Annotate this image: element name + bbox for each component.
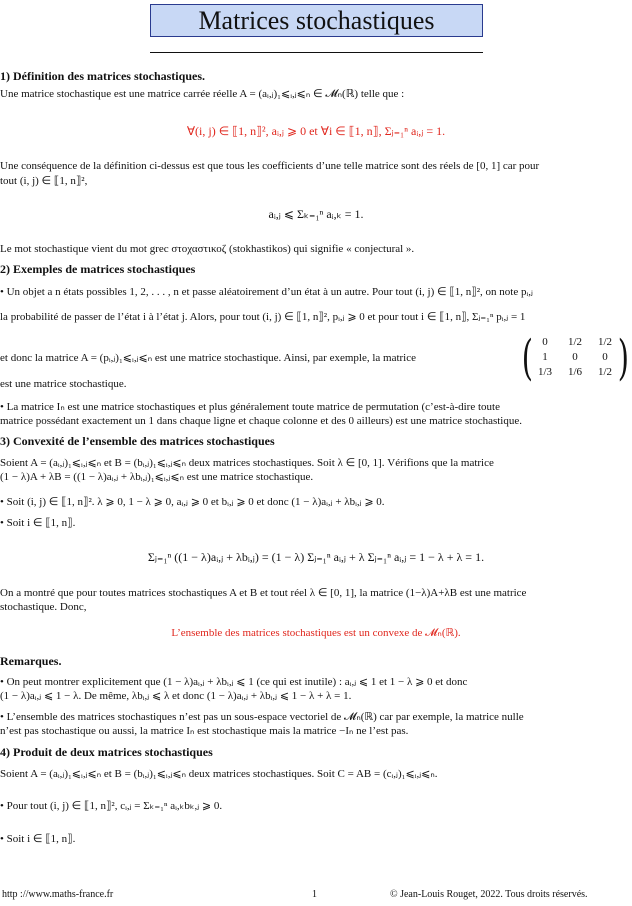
s1-definition: ∀(i, j) ∈ ⟦1, n⟧², aᵢ,ⱼ ⩾ 0 et ∀i ∈ ⟦1, n⟧, Σⱼ₌₁ⁿ aᵢ,ⱼ = 1. [186, 124, 446, 138]
matrix-cell: 1/3 [537, 366, 553, 378]
s3-bullet2: • Soit i ∈ ⟦1, n⟧. [0, 517, 76, 529]
matrix-left-paren: ( [521, 330, 533, 386]
s2-bullet2-line2: matrice possédant exactement un 1 dans chaque ligne et chaque colonne et des 0 ailleurs) est une matrice stochastique. [0, 415, 523, 427]
s1-consequence-line1: Une conséquence de la définition ci-dessus est que tous les coefficients d’une telle matrice sont des réels de [0, 1] car pour [0, 160, 540, 172]
remark1-line2: (1 − λ)aᵢ,ⱼ ⩽ 1 − λ. De même, λbᵢ,ⱼ ⩽ λ et donc (1 − λ)aᵢ,ⱼ + λbᵢ,ⱼ ⩽ 1 − λ + λ = 1. [0, 690, 352, 702]
s4-bullet2: • Soit i ∈ ⟦1, n⟧. [0, 833, 76, 845]
s3-bullet1: • Soit (i, j) ∈ ⟦1, n⟧². λ ⩾ 0, 1 − λ ⩾ 0, aᵢ,ⱼ ⩾ 0 et bᵢ,ⱼ ⩾ 0 et donc (1 − λ)aᵢ,ⱼ + λbᵢ,ⱼ ⩾ 0. [0, 496, 385, 508]
s2-bullet2-line1: • La matrice Iₙ est une matrice stochastiques et plus généralement toute matrice de permutation (c’est-à-dire toute [0, 401, 500, 413]
s3-equation: Σⱼ₌₁ⁿ ((1 − λ)aᵢ,ⱼ + λbᵢ,ⱼ) = (1 − λ) Σⱼ₌₁ⁿ aᵢ,ⱼ + λ Σⱼ₌₁ⁿ aᵢ,ⱼ = 1 − λ + λ = 1. [147, 550, 485, 564]
s3-line2: (1 − λ)A + λB = ((1 − λ)aᵢ,ⱼ + λbᵢ,ⱼ)₁⩽ᵢ,ⱼ⩽ₙ est une matrice stochastique. [0, 471, 314, 483]
s3-convex-statement: L’ensemble des matrices stochastiques est un convexe de 𝓜ₙ(ℝ). [171, 627, 461, 639]
matrix-cell: 0 [542, 336, 548, 348]
title-rule [150, 52, 483, 53]
s4-bullet1: • Pour tout (i, j) ∈ ⟦1, n⟧², cᵢ,ⱼ = Σₖ₌₁ⁿ aᵢ,ₖbₖ,ⱼ ⩾ 0. [0, 800, 223, 812]
s4-line1: Soient A = (aᵢ,ⱼ)₁⩽ᵢ,ⱼ⩽ₙ et B = (bᵢ,ⱼ)₁⩽ᵢ,ⱼ⩽ₙ deux matrices stochastiques. Soit C = AB = (cᵢ,ⱼ)₁⩽ᵢ,ⱼ⩽ₙ. [0, 768, 438, 780]
s2-bullet1-line1: • Un objet a n états possibles 1, 2, . . . , n et passe aléatoirement d’un état à un autre. Pour tout (i, j) ∈ ⟦1, n⟧², on note pᵢ,ⱼ [0, 286, 533, 298]
section-3-heading: 3) Convexité de l’ensemble des matrices stochastiques [0, 434, 275, 448]
matrix-right-paren: ) [617, 330, 629, 386]
s1-consequence-line2: tout (i, j) ∈ ⟦1, n⟧², [0, 175, 88, 187]
section-4-heading: 4) Produit de deux matrices stochastiques [0, 745, 213, 759]
remark2-line2: n’est pas stochastique ou aussi, la matrice Iₙ est stochastique mais la matrice −Iₙ ne l’est pas. [0, 725, 409, 737]
s3-conclusion-line1: On a montré que pour toutes matrices stochastiques A et B et tout réel λ ∈ [0, 1], la matrice (1−λ)A+λB est une matrice [0, 587, 527, 599]
s1-etymology: Le mot stochastique vient du mot grec στοχαστικοζ (stokhastikos) qui signifie « conjectural ». [0, 243, 415, 255]
document-title: Matrices stochastiques [150, 4, 483, 37]
example-matrix [521, 330, 632, 386]
matrix-cell: 1 [542, 351, 548, 363]
matrix-cell: 1/2 [597, 366, 613, 378]
remarks-heading: Remarques. [0, 654, 62, 668]
s2-bullet1-line3: et donc la matrice A = (pᵢ,ⱼ)₁⩽ᵢ,ⱼ⩽ₙ est une matrice stochastique. Ainsi, par exemple, la matrice [0, 352, 417, 364]
matrix-cell: 0 [572, 351, 578, 363]
s1-inequality: aᵢ,ⱼ ⩽ Σₖ₌₁ⁿ aᵢ,ₖ = 1. [268, 207, 364, 221]
s2-bullet1-line2: la probabilité de passer de l’état i à l’état j. Alors, pour tout (i, j) ∈ ⟦1, n⟧², pᵢ,ⱼ ⩾ 0 et pour tout i ∈ ⟦1, n⟧, Σⱼ₌₁ⁿ pᵢ,ⱼ = 1 [0, 311, 526, 323]
footer-url[interactable]: http ://www.maths-france.fr [2, 889, 114, 900]
footer-copyright: © Jean-Louis Rouget, 2022. Tous droits réservés. [390, 889, 588, 900]
matrix-cell: 1/2 [567, 336, 583, 348]
matrix-cell: 1/2 [597, 336, 613, 348]
remark1-line1: • On peut montrer explicitement que (1 − λ)aᵢ,ⱼ + λbᵢ,ⱼ ⩽ 1 (ce qui est inutile) : aᵢ,ⱼ ⩽ 1 et 1 − λ ⩾ 0 et donc [0, 676, 468, 688]
remark2-line1: • L’ensemble des matrices stochastiques n’est pas un sous-espace vectoriel de 𝓜ₙ(ℝ) car par exemple, la matrice nulle [0, 711, 524, 723]
s1-intro: Une matrice stochastique est une matrice carrée réelle A = (aᵢ,ⱼ)₁⩽ᵢ,ⱼ⩽ₙ ∈ 𝓜ₙ(ℝ) telle que : [0, 88, 405, 100]
footer-page-number: 1 [312, 889, 317, 900]
section-1-heading: 1) Définition des matrices stochastiques. [0, 69, 205, 83]
matrix-cell: 1/6 [567, 366, 583, 378]
matrix-cell: 0 [602, 351, 608, 363]
s3-line1: Soient A = (aᵢ,ⱼ)₁⩽ᵢ,ⱼ⩽ₙ et B = (bᵢ,ⱼ)₁⩽ᵢ,ⱼ⩽ₙ deux matrices stochastiques. Soit λ ∈ [0, 1]. Vérifions que la matrice [0, 457, 494, 469]
s2-bullet1-line4: est une matrice stochastique. [0, 378, 127, 390]
section-2-heading: 2) Exemples de matrices stochastiques [0, 262, 196, 276]
s3-conclusion-line2: stochastique. Donc, [0, 601, 87, 613]
